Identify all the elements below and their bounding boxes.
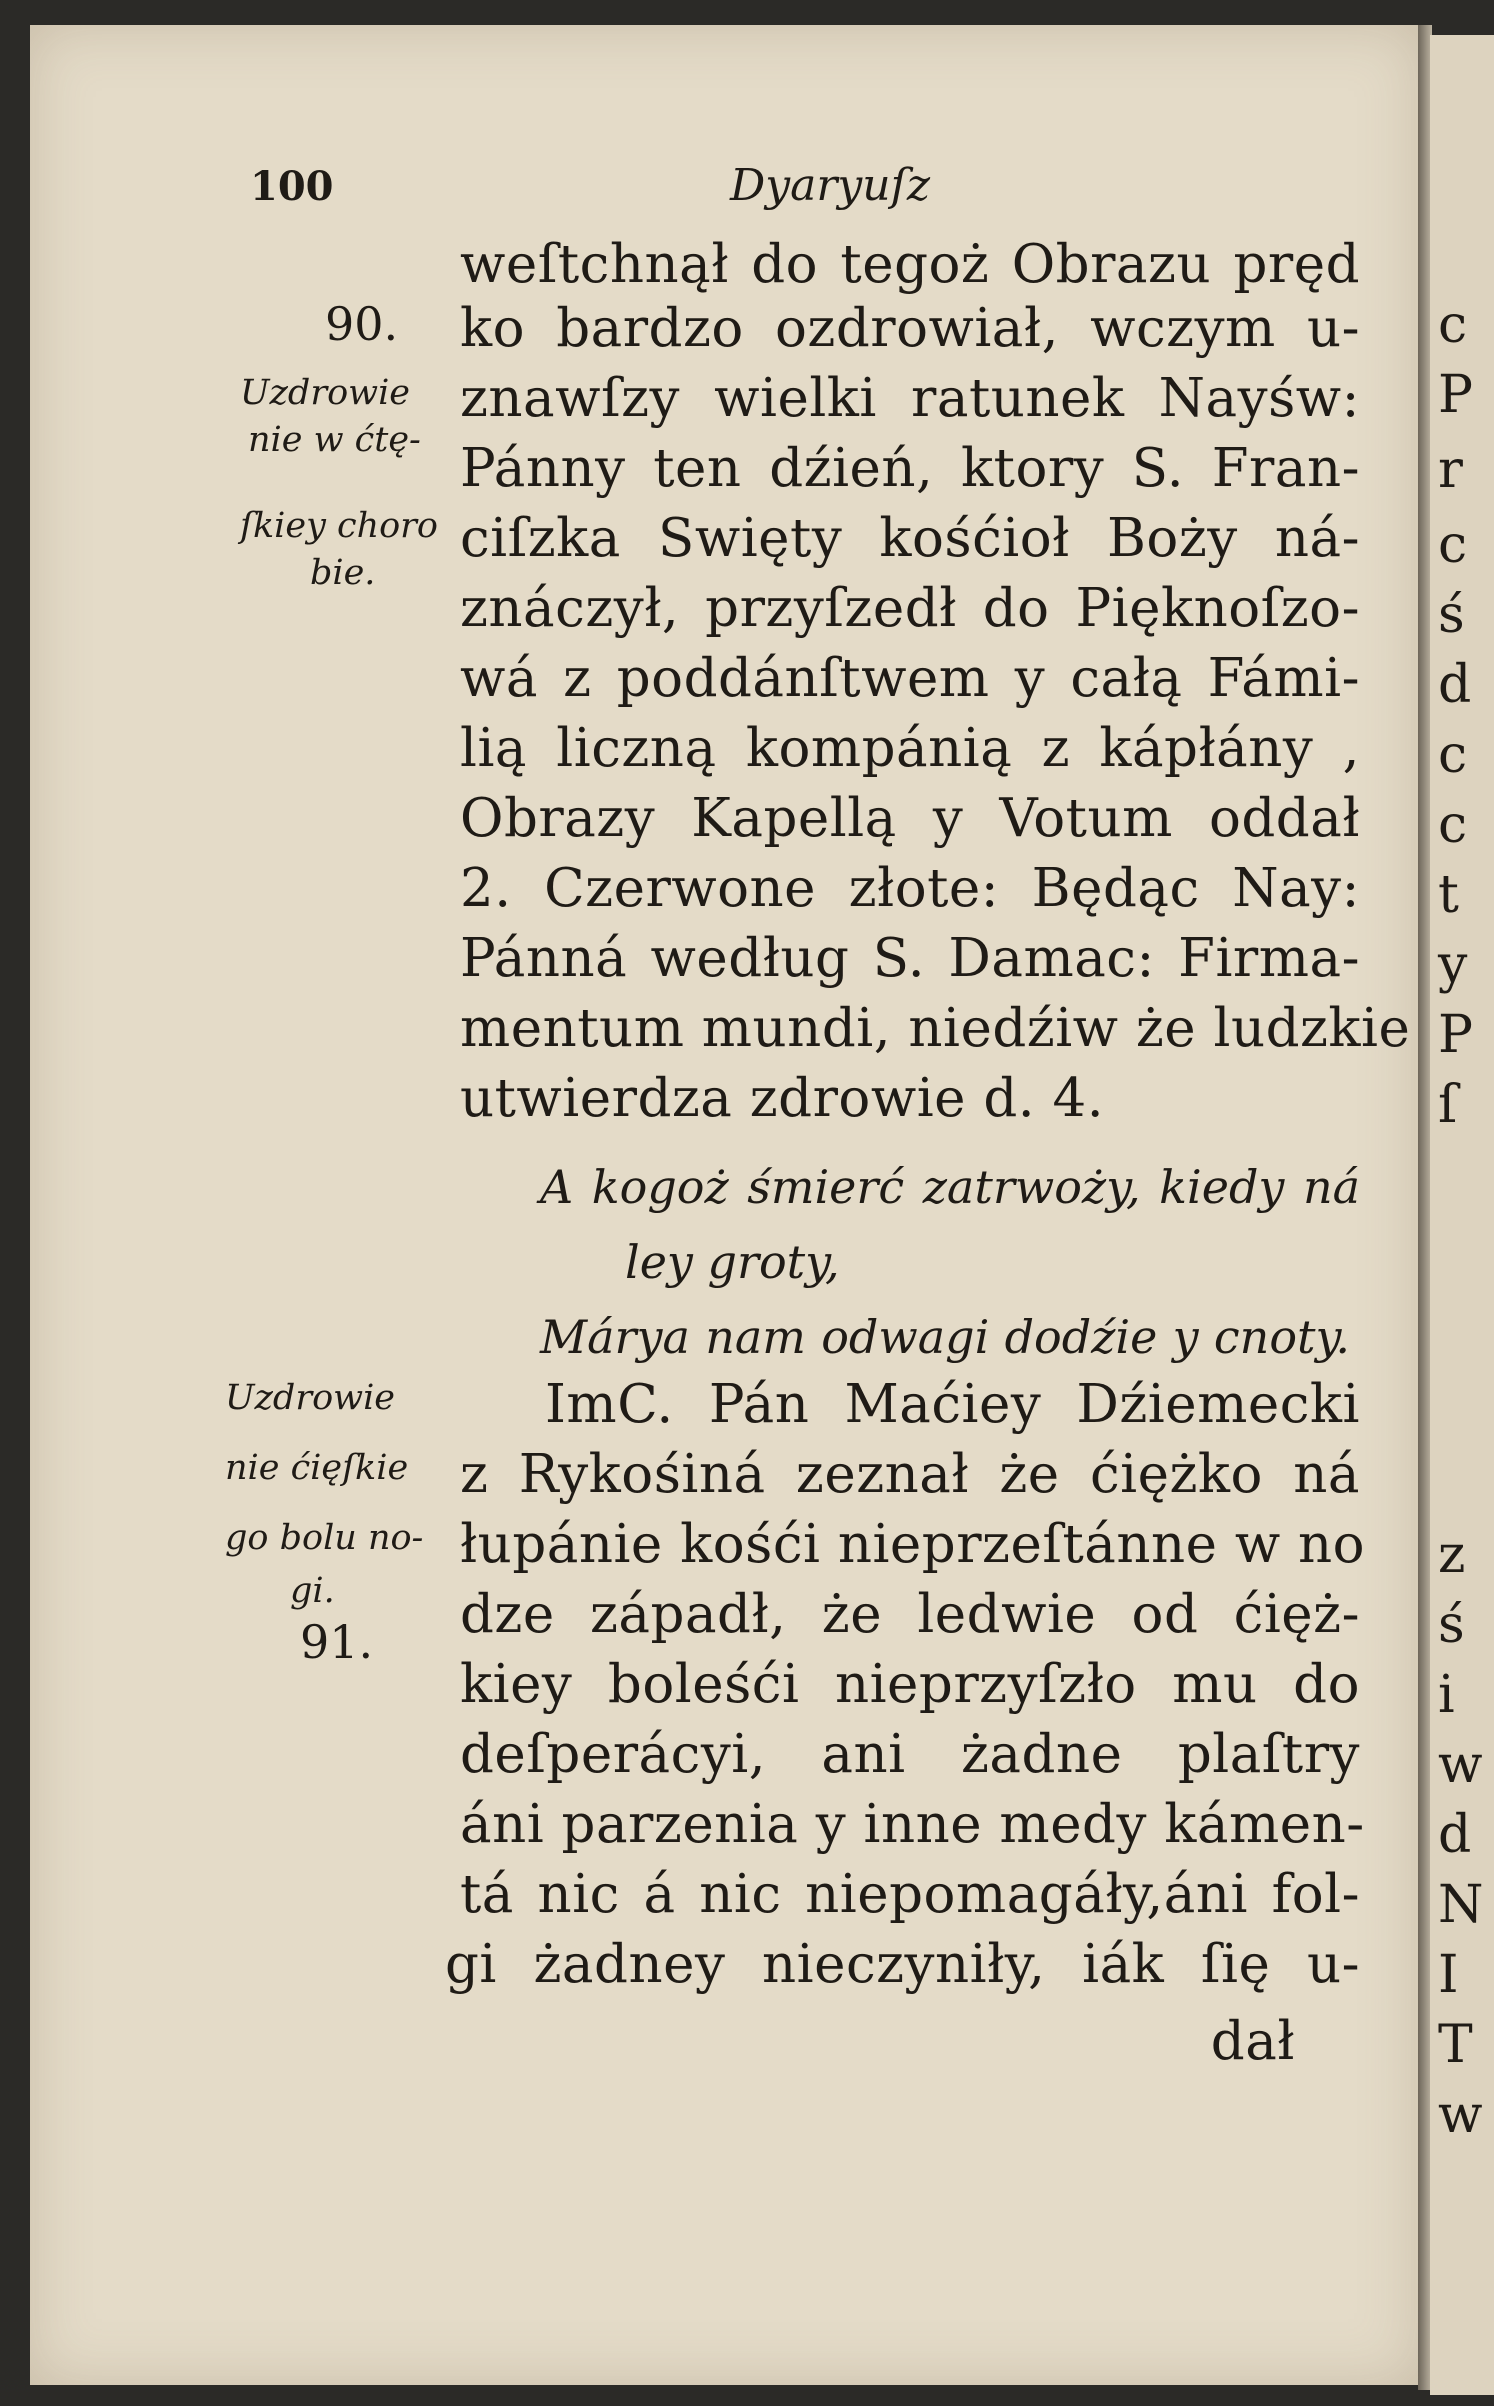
next-page-fragment: w bbox=[1438, 2085, 1483, 2145]
next-page-fragment: P bbox=[1438, 365, 1473, 425]
margin-note-1-line: Uzdrowie bbox=[240, 373, 411, 413]
text-line: deſperácyi, ani żadne plaſtry bbox=[460, 1724, 1360, 1785]
verse-line: A kogoż śmierć zatrwoży, kiedy ná bbox=[540, 1160, 1360, 1214]
text-line: znawſzy wielki ratunek Nayśw: bbox=[460, 368, 1360, 429]
verse-line: Márya nam odwagi dodźie y cnoty. bbox=[540, 1310, 1350, 1364]
margin-note-2-line: nie ćięſkie bbox=[225, 1448, 409, 1488]
text-line: wá z poddánſtwem y całą Fámi- bbox=[460, 648, 1360, 709]
text-line: 2. Czerwone złote: Będąc Nay: bbox=[460, 858, 1360, 919]
next-page-fragment: z bbox=[1438, 1525, 1466, 1585]
text-line: kiey boleśći nieprzyſzło mu do bbox=[460, 1654, 1360, 1715]
next-page-fragment: y bbox=[1438, 935, 1468, 995]
text-line: Pánná według S. Damac: Firma- bbox=[460, 928, 1360, 989]
text-line: Obrazy Kapellą y Votum oddał bbox=[460, 788, 1360, 849]
margin-note-1-line: ſkiey choro bbox=[240, 506, 438, 546]
next-page-fragment: ſ bbox=[1438, 1075, 1458, 1135]
text-line: weſtchnął do tegoż Obrazu pręd bbox=[460, 234, 1360, 295]
next-page-fragment: c bbox=[1438, 295, 1468, 355]
next-page-fragment: P bbox=[1438, 1005, 1473, 1065]
margin-note-2-line: Uzdrowie bbox=[225, 1378, 396, 1418]
text-line: mentum mundi, niedźiw że ludzkie bbox=[460, 998, 1411, 1059]
margin-number-91: 91. bbox=[300, 1615, 374, 1669]
next-page-fragment: c bbox=[1438, 795, 1468, 855]
margin-note-2-line: go bolu no- bbox=[225, 1518, 424, 1558]
text-line: Pánny ten dźień, ktory S. Fran- bbox=[460, 438, 1360, 499]
margin-number-90: 90. bbox=[325, 297, 399, 351]
next-page-edge bbox=[1430, 35, 1494, 2395]
text-line: utwierdza zdrowie d. 4. bbox=[460, 1068, 1105, 1129]
catchword: dał bbox=[1210, 2011, 1295, 2072]
text-line: znáczył, przyſzedł do Pięknoſzo- bbox=[460, 578, 1360, 639]
margin-note-1-line: bie. bbox=[310, 553, 376, 593]
text-line: ko bardzo ozdrowiał, wczym u- bbox=[460, 298, 1360, 359]
next-page-fragment: ś bbox=[1438, 585, 1465, 645]
text-line: áni parzenia y inne medy kámen- bbox=[460, 1794, 1365, 1855]
next-page-fragment: d bbox=[1438, 1805, 1472, 1865]
text-line: gi żadney nieczyniły, iák ſię u- bbox=[445, 1934, 1360, 1995]
next-page-fragment: T bbox=[1438, 2015, 1473, 2075]
margin-note-2-line: gi. bbox=[290, 1571, 335, 1611]
text-line: dze západł, że ledwie od ćięż- bbox=[460, 1584, 1360, 1645]
next-page-fragment: ś bbox=[1438, 1595, 1465, 1655]
next-page-fragment: t bbox=[1438, 865, 1459, 925]
next-page-fragment: I bbox=[1438, 1945, 1459, 2005]
text-line: ImC. Pán Maćiey Dźiemecki bbox=[545, 1374, 1360, 1435]
page-number: 100 bbox=[250, 163, 334, 210]
next-page-fragment: N bbox=[1438, 1875, 1484, 1935]
running-head: Dyaryuſz bbox=[730, 160, 931, 211]
text-line: lią liczną kompánią z kápłány , bbox=[460, 718, 1360, 779]
margin-note-1-line: nie w ćtę- bbox=[248, 420, 421, 460]
text-line: ciſzka Swięty kośćioł Boży ná- bbox=[460, 508, 1360, 569]
next-page-fragment: c bbox=[1438, 725, 1468, 785]
next-page-fragment: r bbox=[1438, 440, 1463, 500]
next-page-fragment: c bbox=[1438, 515, 1468, 575]
next-page-fragment: i bbox=[1438, 1665, 1455, 1725]
next-page-fragment: w bbox=[1438, 1735, 1483, 1795]
text-line: łupánie kośći nieprzeſtánne w no bbox=[460, 1514, 1366, 1575]
verse-line: ley groty, bbox=[625, 1235, 840, 1289]
next-page-fragment: d bbox=[1438, 655, 1472, 715]
text-line: tá nic á nic niepomagáły,áni fol- bbox=[460, 1864, 1360, 1925]
text-line: z Rykośiná zeznał że ćiężko ná bbox=[460, 1444, 1360, 1505]
